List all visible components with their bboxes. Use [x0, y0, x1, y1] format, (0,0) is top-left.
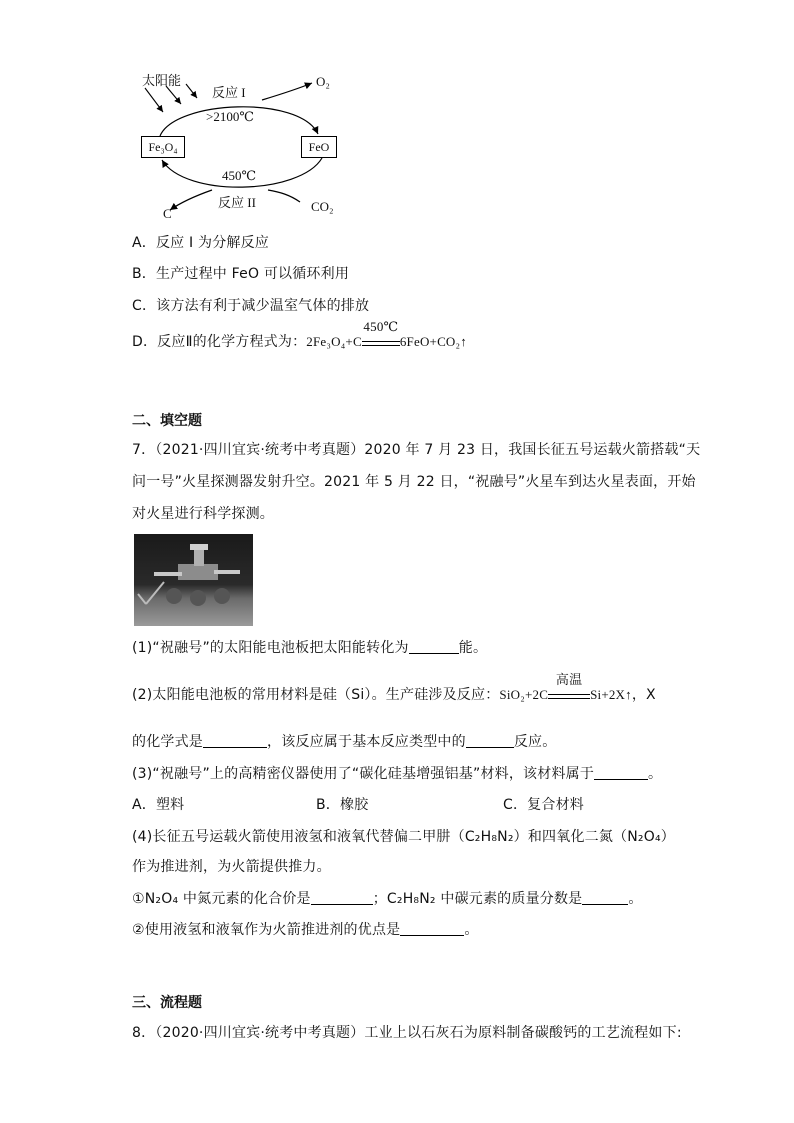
- o2-label: O₂: [316, 74, 330, 89]
- q7-sub1-suffix: 能。: [458, 640, 488, 656]
- option-d-rhs: 6FeO+CO₂↑: [399, 334, 467, 349]
- q7-line3: 对火星进行科学探测。: [132, 506, 274, 522]
- feo-box: FeO: [301, 136, 337, 158]
- option-d-lhs: 2Fe₃O₄+C: [306, 334, 362, 349]
- option-b: B．生产过程中 FeO 可以循环利用: [132, 266, 350, 282]
- temperature1-label: >2100℃: [206, 109, 254, 124]
- cycle-arrows: [0, 0, 794, 240]
- section-fill-in-title: 二、填空题: [132, 413, 202, 429]
- q7-sub4-valence-blank[interactable]: [311, 890, 373, 905]
- section-flow-title: 三、流程题: [132, 995, 202, 1011]
- option-c: C．该方法有利于减少温室气体的排放: [132, 298, 370, 314]
- q7-sub3-prefix: (3)“祝融号”上的高精密仪器使用了“碳化硅基增强铝基”材料，该材料属于: [132, 766, 595, 782]
- q7-sub2-formula-blank[interactable]: [203, 733, 267, 748]
- q7-sub3-option-c: C．复合材料: [503, 797, 584, 813]
- reaction1-label: 反应 I: [212, 85, 246, 100]
- q7-sub4-q1-prefix: ①N₂O₄ 中氮元素的化合价是: [132, 891, 311, 907]
- option-d-condition: [362, 319, 400, 351]
- solar-energy-label: 太阳能: [142, 73, 182, 88]
- option-d-condition-text: 450℃: [363, 319, 399, 334]
- q7-line1: 7．（2021·四川宜宾·统考中考真题）2020 年 7 月 23 日，我国长征五号运载火箭搭载“天: [132, 442, 701, 458]
- solar-arrow-3: [186, 84, 197, 98]
- q7-sub2-line2: [132, 733, 556, 751]
- q7-sub3-option-a: A．塑料: [132, 797, 185, 813]
- q7-sub2-condition: [548, 672, 590, 704]
- q7-sub2-suffix: ，X: [631, 687, 656, 703]
- o2-arrow: [262, 83, 312, 100]
- q7-sub2-type-blank[interactable]: [466, 733, 514, 748]
- solar-arrow-1: [145, 88, 163, 112]
- q7-sub2-lhs: SiO₂+2C: [499, 687, 549, 702]
- c-arrow: [170, 190, 212, 210]
- q7-sub4-q1-suffix: 。: [628, 891, 643, 907]
- q7-sub2: [132, 672, 656, 704]
- q8-line1: 8．（2020·四川宜宾·统考中考真题）工业上以石灰石为原料制备碳酸钙的工艺流程如下:: [132, 1025, 682, 1041]
- q7-sub3-option-b: B．橡胶: [316, 797, 369, 813]
- q7-sub4-line2: 作为推进剂，为火箭提供推力。: [132, 859, 331, 875]
- q7-sub1-answer-blank[interactable]: [409, 639, 459, 654]
- q7-sub3-answer-blank[interactable]: [594, 765, 648, 780]
- q7-sub1: [132, 639, 487, 657]
- q7-sub1-prefix: (1)“祝融号”的太阳能电池板把太阳能转化为: [132, 640, 409, 656]
- q7-sub2-line2-prefix: 的化学式是: [132, 734, 203, 750]
- temperature2-label: 450℃: [222, 168, 257, 183]
- q7-sub4-q2-suffix: 。: [464, 922, 479, 938]
- q7-sub2-line2-suffix: 反应。: [513, 734, 557, 750]
- fe3o4-box: Fe₃O₄: [141, 136, 185, 158]
- q7-line2: 问一号”火星探测器发射升空。2021 年 5 月 22 日，“祝融号”火星车到达火星表面，开始: [132, 474, 696, 490]
- q7-sub4-q2: [132, 921, 479, 939]
- q7-sub4-line1: (4)长征五号运载火箭使用液氢和液氧代替偏二甲肼（C₂H₈N₂）和四氧化二氮（N₂O₄）: [132, 829, 675, 845]
- q7-sub4-q1-mid: ；C₂H₈N₂ 中碳元素的质量分数是: [372, 891, 583, 907]
- rover-illustration: [134, 534, 253, 626]
- co2-label: CO₂: [311, 199, 334, 214]
- q7-sub2-condition-text: 高温: [555, 672, 583, 687]
- q7-sub2-rhs: Si+2X↑: [590, 687, 632, 702]
- reaction2-label: 反应 II: [218, 195, 256, 210]
- option-a: A．反应 I 为分解反应: [132, 235, 270, 251]
- q7-sub4-q2-prefix: ②使用液氢和液氧作为火箭推进剂的优点是: [132, 922, 401, 938]
- q7-sub4-q1: [132, 890, 643, 908]
- c-label: C: [163, 206, 172, 221]
- mars-rover-photo: [134, 534, 253, 626]
- q7-sub4-mass-fraction-blank[interactable]: [582, 890, 628, 905]
- q7-sub4-advantage-blank[interactable]: [400, 921, 464, 936]
- option-d: [132, 319, 467, 351]
- q7-sub2-prefix: (2)太阳能电池板的常用材料是硅（Si）。生产硅涉及反应：: [132, 687, 500, 703]
- option-d-prefix: D．反应Ⅱ的化学方程式为：: [132, 334, 307, 350]
- q7-sub3-suffix: 。: [648, 766, 663, 782]
- co2-line: [268, 190, 300, 202]
- q7-sub2-line2-mid: ，该反应属于基本反应类型中的: [267, 734, 466, 750]
- q7-sub3: [132, 765, 662, 783]
